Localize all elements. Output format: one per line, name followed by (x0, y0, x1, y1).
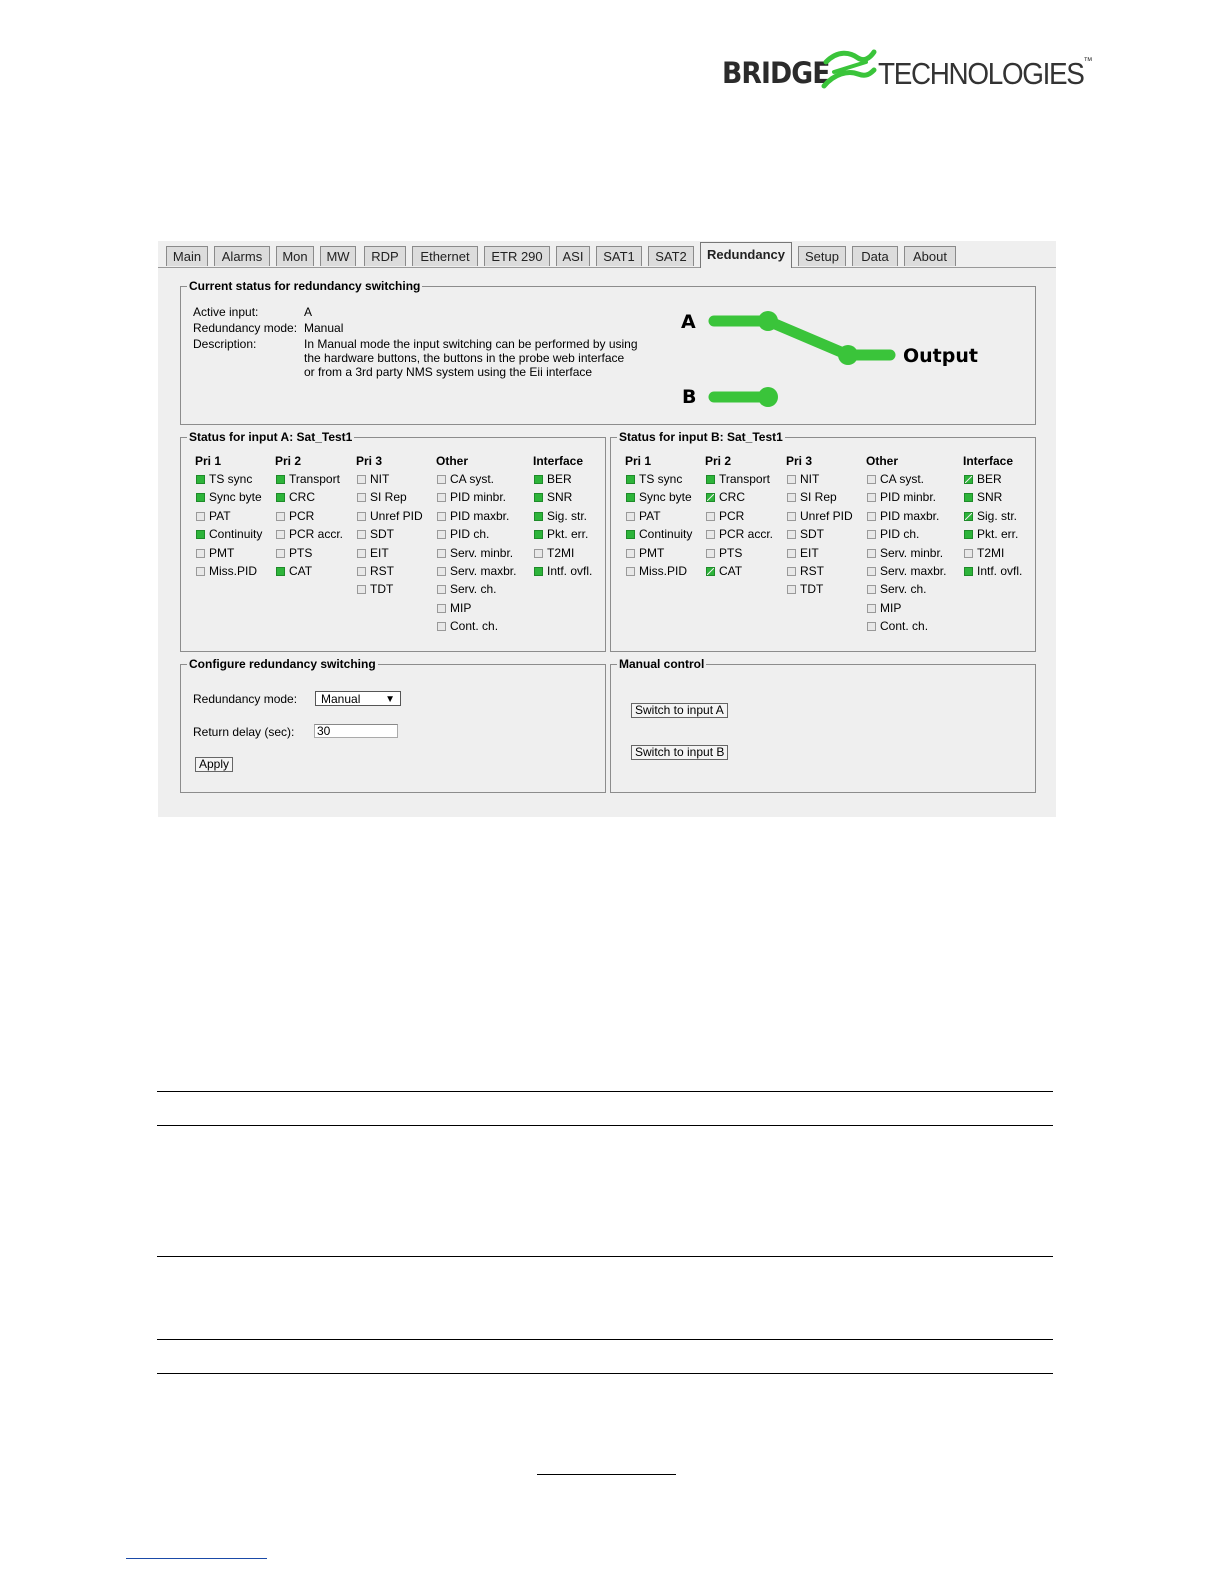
status-led-icon (626, 567, 635, 576)
status-led-icon (964, 493, 973, 502)
footer-rule (537, 1474, 676, 1475)
status-led-icon (276, 567, 285, 576)
status-led-icon (706, 549, 715, 558)
status-led-icon (357, 585, 366, 594)
status-indicator (437, 509, 509, 523)
status-led-icon (534, 512, 543, 521)
status-led-icon (276, 549, 285, 558)
tab-rdp[interactable]: RDP (364, 246, 406, 266)
tab-asi[interactable]: ASI (556, 246, 590, 266)
status-led-icon (867, 530, 876, 539)
status-led-icon (437, 530, 446, 539)
tab-etr-290[interactable]: ETR 290 (484, 246, 550, 266)
status-led-icon (357, 530, 366, 539)
dropdown-arrow-icon: ▼ (385, 694, 395, 705)
status-indicator-label: Unref PID (370, 508, 423, 523)
status-led-icon (626, 549, 635, 558)
status-indicator (787, 527, 824, 541)
active-input-label: Active input: (193, 305, 259, 319)
active-input-value: A (304, 305, 313, 319)
status-indicator-label: PTS (719, 545, 743, 560)
status-led-icon (787, 530, 796, 539)
manual-control-legend: Manual control (619, 657, 705, 671)
status-indicator (196, 527, 262, 541)
status-led-icon (357, 512, 366, 521)
redundancy-screenshot (158, 241, 1056, 817)
status-indicator-label: Miss.PID (209, 564, 257, 578)
status-indicator (787, 564, 824, 578)
status-indicator-label: Serv. minbr. (880, 545, 944, 560)
status-indicator (196, 546, 234, 560)
status-indicator (437, 472, 494, 486)
status-led-icon (196, 549, 205, 558)
status-led-icon (196, 493, 205, 502)
status-led-icon (437, 604, 446, 613)
tab-data[interactable]: Data (852, 246, 898, 266)
status-indicator-label: BER (547, 472, 572, 486)
status-indicator (626, 527, 692, 541)
status-input-a-legend: Status for input A: Sat_Test1 (189, 430, 353, 444)
status-indicator-label: PCR (289, 508, 315, 523)
status-indicator (196, 490, 262, 504)
logo-word-bridge: BRIDGE (722, 56, 830, 90)
redundancy-mode-value: Manual (304, 321, 344, 335)
status-indicator (787, 490, 837, 504)
status-indicator (706, 564, 742, 578)
status-led-icon (196, 530, 205, 539)
status-indicator-label: Intf. ovfl. (977, 564, 1023, 578)
status-indicator-label: PID minbr. (450, 490, 507, 505)
manual-control-panel (610, 657, 1036, 793)
status-indicator (534, 472, 572, 486)
status-indicator (706, 472, 770, 486)
status-led-icon (964, 549, 973, 558)
status-indicator-label: Sync byte (639, 490, 692, 505)
status-led-icon (534, 530, 543, 539)
status-led-icon (626, 493, 635, 502)
status-indicator-label: CRC (719, 490, 745, 505)
status-indicator-label: PID maxbr. (880, 508, 940, 523)
status-indicator (964, 527, 1018, 541)
status-indicator-label: SDT (370, 527, 394, 542)
tab-ethernet[interactable]: Ethernet (412, 246, 478, 266)
status-indicator-label: Sig. str. (547, 508, 588, 523)
status-led-icon (787, 549, 796, 558)
status-indicator-label: Transport (289, 472, 340, 486)
status-led-icon (437, 549, 446, 558)
tab-about[interactable]: About (904, 246, 956, 266)
status-indicator (867, 619, 928, 633)
bridge-technologies-logo (722, 48, 1092, 98)
status-indicator-label: Unref PID (800, 508, 853, 523)
status-led-icon (867, 567, 876, 576)
status-indicator (626, 509, 661, 523)
status-led-icon (787, 585, 796, 594)
column-header: Pri 2 (705, 454, 732, 468)
status-indicator (964, 472, 1002, 486)
status-indicator-label: TS sync (209, 472, 253, 486)
status-indicator (867, 546, 943, 560)
status-indicator (534, 527, 588, 541)
status-indicator (437, 527, 489, 541)
status-led-icon (276, 493, 285, 502)
redundancy-mode-select[interactable]: Manual ▼ (315, 691, 401, 706)
status-led-icon (357, 567, 366, 576)
status-indicator (437, 601, 471, 615)
status-led-icon (276, 475, 285, 484)
status-indicator (196, 509, 231, 523)
tab-setup[interactable]: Setup (798, 246, 846, 266)
column-header: Pri 1 (625, 454, 652, 468)
status-indicator (626, 546, 664, 560)
status-indicator-label: TS sync (639, 472, 683, 486)
description-label: Description: (193, 337, 257, 351)
status-indicator (534, 564, 592, 578)
column-header: Other (866, 454, 899, 468)
status-indicator (706, 509, 744, 523)
column-header: Other (436, 454, 469, 468)
status-indicator-label: RST (370, 564, 394, 578)
status-indicator-label: Serv. ch. (880, 582, 927, 597)
footer-link-underline (126, 1558, 267, 1559)
status-indicator-label: SNR (977, 490, 1003, 505)
status-indicator-label: MIP (880, 600, 902, 615)
status-led-icon (626, 475, 635, 484)
status-led-icon (964, 512, 973, 521)
column-header: Pri 1 (195, 454, 222, 468)
status-led-icon (964, 475, 973, 484)
logo-word-technologies: TECHNOLOGIES™ (878, 56, 1092, 91)
status-indicator (357, 527, 394, 541)
status-led-icon (867, 585, 876, 594)
status-led-icon (706, 567, 715, 576)
status-indicator (787, 582, 823, 596)
status-indicator-label: SNR (547, 490, 573, 505)
status-led-icon (437, 493, 446, 502)
status-indicator-label: PAT (639, 508, 661, 523)
status-indicator (276, 564, 312, 578)
status-indicator (964, 509, 1017, 523)
status-indicator-label: T2MI (547, 545, 575, 560)
status-indicator (867, 490, 936, 504)
tab-bar (158, 241, 1056, 268)
status-indicator-label: CAT (719, 564, 743, 578)
status-led-icon (534, 549, 543, 558)
status-indicator-label: Continuity (639, 527, 693, 542)
status-indicator-label: Sig. str. (977, 508, 1018, 523)
status-indicator (964, 564, 1022, 578)
tab-sat2[interactable]: SAT2 (648, 246, 694, 266)
status-led-icon (437, 567, 446, 576)
status-indicator-label: Sync byte (209, 490, 262, 505)
status-indicator-label: CAT (289, 564, 313, 578)
diagram-label-output: Output (903, 345, 978, 367)
status-indicator (534, 509, 587, 523)
status-led-icon (626, 512, 635, 521)
status-led-icon (964, 567, 973, 576)
status-indicator (867, 564, 946, 578)
page-rule-2 (157, 1125, 1053, 1126)
page-rule-4 (157, 1339, 1053, 1340)
status-led-icon (626, 530, 635, 539)
column-header: Interface (533, 454, 584, 468)
status-indicator-label: SI Rep (800, 490, 837, 505)
status-indicator-label: EIT (370, 545, 389, 560)
status-indicator (276, 509, 314, 523)
status-led-icon (196, 512, 205, 521)
status-indicator (357, 546, 389, 560)
status-indicator-label: CA syst. (880, 472, 925, 486)
status-led-icon (196, 567, 205, 576)
status-indicator (787, 472, 819, 486)
column-header: Pri 2 (275, 454, 302, 468)
status-led-icon (534, 567, 543, 576)
status-indicator-label: PID ch. (880, 527, 920, 542)
column-header: Pri 3 (786, 454, 813, 468)
status-indicator-label: PCR (719, 508, 745, 523)
tab-main[interactable]: Main (166, 246, 208, 266)
status-indicator-label: BER (977, 472, 1002, 486)
status-indicator-label: Cont. ch. (450, 619, 499, 634)
status-indicator-label: Transport (719, 472, 770, 486)
status-indicator-label: T2MI (977, 545, 1005, 560)
status-indicator (437, 582, 496, 596)
status-indicator (357, 490, 407, 504)
page-rule-1 (157, 1091, 1053, 1092)
switch-to-input-b-button[interactable]: Switch to input B (631, 745, 728, 760)
status-indicator (534, 490, 572, 504)
status-led-icon (706, 475, 715, 484)
status-indicator (196, 472, 252, 486)
status-led-icon (357, 475, 366, 484)
status-indicator-label: SI Rep (370, 490, 407, 505)
diagram-label-a: A (681, 311, 696, 333)
status-indicator (276, 527, 343, 541)
status-indicator (534, 546, 574, 560)
status-indicator (867, 509, 939, 523)
status-indicator-label: NIT (800, 472, 820, 486)
status-indicator-label: PMT (639, 545, 665, 560)
status-led-icon (437, 512, 446, 521)
tab-mon[interactable]: Mon (276, 246, 314, 266)
status-led-icon (787, 493, 796, 502)
return-delay-label: Return delay (sec): (193, 725, 295, 739)
status-led-icon (534, 475, 543, 484)
status-indicator (437, 490, 506, 504)
apply-button[interactable]: Apply (195, 757, 233, 772)
status-indicator-label: Serv. ch. (450, 582, 497, 597)
status-indicator (706, 490, 745, 504)
status-indicator-label: Pkt. err. (547, 527, 589, 542)
tab-alarms[interactable]: Alarms (214, 246, 270, 266)
status-indicator-label: CA syst. (450, 472, 495, 486)
status-indicator-label: EIT (800, 545, 819, 560)
status-indicator-label: PID maxbr. (450, 508, 510, 523)
status-indicator (626, 472, 682, 486)
switch-diagram (678, 303, 998, 413)
status-indicator (626, 490, 692, 504)
status-indicator (787, 546, 819, 560)
status-input-b-legend: Status for input B: Sat_Test1 (619, 430, 783, 444)
status-indicator-label: Cont. ch. (880, 619, 929, 634)
status-led-icon (357, 549, 366, 558)
status-led-icon (534, 493, 543, 502)
status-indicator (357, 564, 394, 578)
status-indicator (867, 582, 926, 596)
status-indicator (706, 527, 773, 541)
status-indicator-label: Serv. maxbr. (880, 564, 947, 578)
tab-sat1[interactable]: SAT1 (596, 246, 642, 266)
status-led-icon (437, 622, 446, 631)
status-indicator (357, 472, 389, 486)
status-indicator-label: TDT (370, 582, 394, 597)
status-led-icon (276, 530, 285, 539)
status-led-icon (867, 604, 876, 613)
status-indicator-label: Serv. minbr. (450, 545, 514, 560)
status-led-icon (437, 475, 446, 484)
status-indicator (964, 546, 1004, 560)
column-header: Pri 3 (356, 454, 383, 468)
current-status-legend: Current status for redundancy switching (189, 279, 421, 293)
status-led-icon (196, 475, 205, 484)
status-indicator (437, 546, 513, 560)
status-led-icon (867, 512, 876, 521)
status-indicator (787, 509, 853, 523)
status-led-icon (787, 567, 796, 576)
status-led-icon (276, 512, 285, 521)
status-indicator-label: PCR accr. (289, 527, 344, 542)
status-led-icon (357, 493, 366, 502)
status-indicator (357, 582, 393, 596)
status-indicator-label: SDT (800, 527, 824, 542)
status-led-icon (706, 512, 715, 521)
status-indicator-label: PAT (209, 508, 231, 523)
switch-to-input-a-button[interactable]: Switch to input A (631, 703, 728, 718)
status-indicator-label: Intf. ovfl. (547, 564, 593, 578)
status-indicator-label: Miss.PID (639, 564, 687, 578)
status-indicator-label: Serv. maxbr. (450, 564, 517, 578)
status-indicator (867, 472, 924, 486)
status-indicator-label: RST (800, 564, 824, 578)
status-indicator (867, 601, 901, 615)
column-header: Interface (963, 454, 1014, 468)
status-indicator-label: CRC (289, 490, 315, 505)
status-led-icon (706, 530, 715, 539)
logo-swoosh-icon (820, 48, 878, 96)
status-indicator-label: Continuity (209, 527, 263, 542)
status-led-icon (867, 475, 876, 484)
status-indicator (626, 564, 687, 578)
status-indicator (867, 527, 919, 541)
status-led-icon (787, 475, 796, 484)
page-rule-3 (157, 1256, 1053, 1257)
status-led-icon (787, 512, 796, 521)
status-led-icon (867, 549, 876, 558)
status-indicator (357, 509, 423, 523)
status-led-icon (706, 493, 715, 502)
status-led-icon (964, 530, 973, 539)
status-led-icon (867, 493, 876, 502)
status-indicator (196, 564, 257, 578)
return-delay-input[interactable]: 30 (314, 724, 398, 738)
status-indicator-label: PID minbr. (880, 490, 937, 505)
status-indicator (964, 490, 1002, 504)
status-indicator (437, 564, 516, 578)
status-indicator-label: PMT (209, 545, 235, 560)
status-indicator-label: PTS (289, 545, 313, 560)
status-led-icon (867, 622, 876, 631)
page-rule-5 (157, 1373, 1053, 1374)
status-led-icon (437, 585, 446, 594)
status-indicator (276, 472, 340, 486)
redundancy-mode-label: Redundancy mode: (193, 321, 298, 335)
tab-mw[interactable]: MW (320, 246, 356, 266)
config-mode-label: Redundancy mode: (193, 692, 298, 706)
status-indicator-label: MIP (450, 600, 472, 615)
status-indicator (706, 546, 742, 560)
status-indicator (437, 619, 498, 633)
status-indicator (276, 546, 312, 560)
status-indicator-label: Pkt. err. (977, 527, 1019, 542)
diagram-label-b: B (682, 386, 697, 408)
configure-legend: Configure redundancy switching (189, 657, 376, 671)
status-indicator-label: NIT (370, 472, 390, 486)
status-indicator-label: PID ch. (450, 527, 490, 542)
status-indicator-label: TDT (800, 582, 824, 597)
status-indicator-label: PCR accr. (719, 527, 774, 542)
description-text: In Manual mode the input switching can be performed by using the hardware buttons, the buttons in the probe web interface or from a 3rd party NMS system using the Eii interface (304, 337, 638, 379)
status-indicator (276, 490, 315, 504)
tab-redundancy[interactable]: Redundancy (700, 242, 792, 268)
